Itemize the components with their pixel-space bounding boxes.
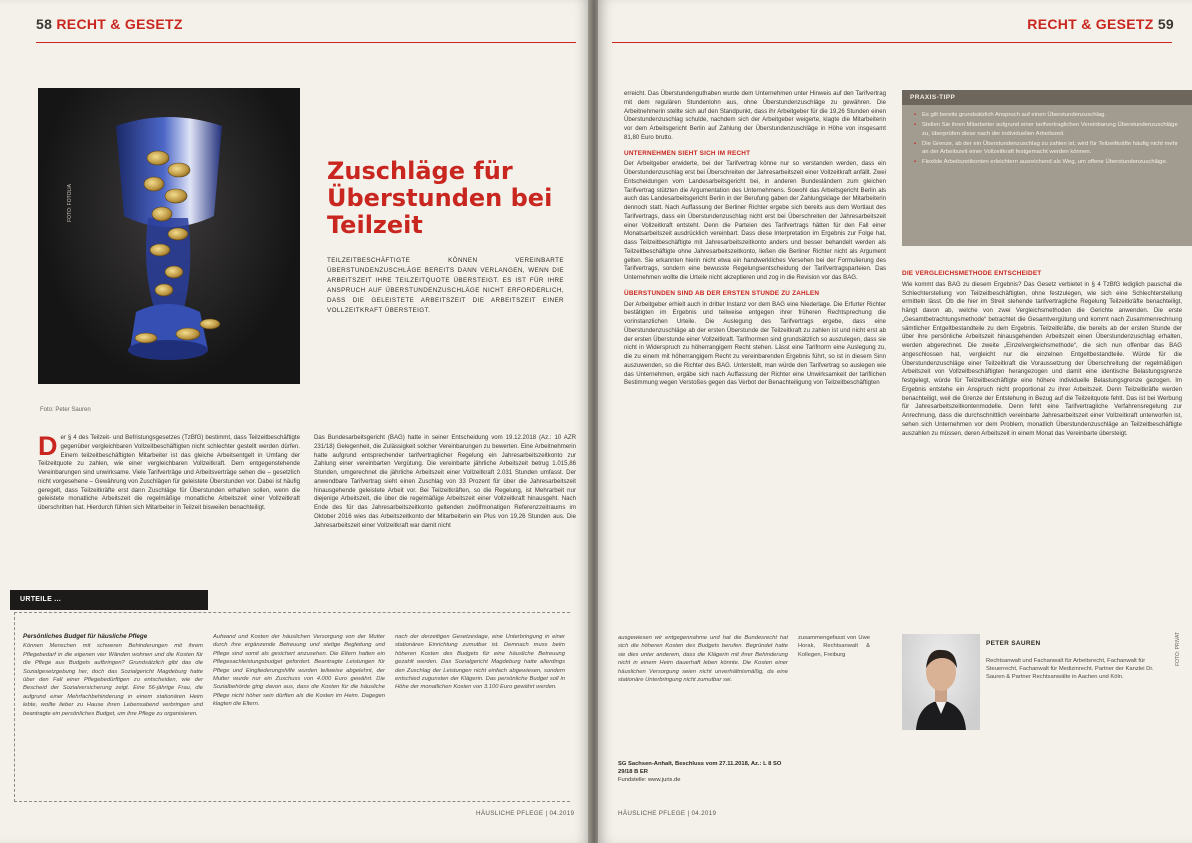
left-page (0, 0, 590, 843)
body-column-2: Das Bundesarbeitsgericht (BAG) hatte in seiner Entscheidung vom 19.12.2018 (Az.: 10 AZR 231/18) Gelegenheit, die Zulässigkeit solcher Vereinbarungen zu bewerten. Eine Arbeitnehmerin hatte aufgrund entsprechender tarifvertraglicher Regelung ein Jahresarbeitszeitkonto zur Zahlung einer vereinbarten Vergütung. Die vereinbarte jährliche Arbeitszeit betrug 1.015,86 Stunden, umgerechnet die jährliche Arbeitszeit einer Vollzeitkraft 2.031 Stunden umfasst. Der anwendbare Tarifvertrag sieht einen Zuschlag von 33 Prozent für über die Jahresarbeitszeit hinausgehende geleistete Arbeit vor. Bei Teilzeitkräften, so die Regelung, ist Mehrarbeit nur diejenige Arbeitszeit, die über die regelmäßige Arbeitszeit einer Vollzeitkraft hinausgeht. Nach Ende des für das Jahresarbeitszeitkonto geltenden zwölfmonatigen Referenzzeitraums im Oktober 2016 wies das Arbeitszeitkonto der Mitarbeiterin ein Plus von 19,26 Stunden aus. Die Jahresarbeitszeit einer Vollzeitkraft war damit nicht (314, 434, 576, 529)
header-rule (612, 42, 1172, 43)
left-folio (36, 16, 183, 32)
urteile-column-3: nach der derzeitigen Gesetzeslage, eine Unterbringung in einer stationären Einrichtung zumutbar ist. Demnach muss beim höheren Kosten des Budgets für eine häusliche Betreuung gezahlt werden. Das Sozialgericht Magdeburg hatte allerdings den Zuschlag der Leistungen nicht einfach abgewiesen, sondern entschied zugunsten der Klägerin. Das persönliche Budget soll in Höhe der monatlichen Kosten von 3.100 Euro gewährt werden. (395, 634, 565, 691)
praxis-tipp-list (902, 105, 1192, 167)
dropcap: D (38, 431, 58, 461)
author-photo-credit: FOTO: PRIVAT (1175, 632, 1181, 666)
urteile-box (14, 612, 570, 802)
right-column-1-top: erreicht. Das Überstundenguthaben wurde dem Unternehmen unter Hinweis auf den Tarifvertrag mit dem regulären Stundenlohn aus, ohne Überstundenzuschläge zu gewähren. Die Arbeitnehmerin stellte sich auf den Standpunkt, dass ihr Arbeitgeber für die 19,26 Stunden einen Überstundenzuschlag schulde, nachdem sich der Arbeitgeber weigerte, klagte die Mitarbeiterin vor dem Arbeitsgericht Berlin auf Zahlung der Überstundenzuschläge in Höhe von insgesamt 81,80 Euro brutto. (624, 90, 886, 141)
praxis-tipp-box (902, 90, 1192, 246)
right-page (598, 0, 1192, 843)
urteile-heading: Persönliches Budget für häusliche Pflege (23, 633, 148, 640)
right-column-1 (624, 90, 886, 388)
urteile-label: URTEILE ... (10, 590, 208, 610)
page-number: 58 (36, 16, 53, 32)
urteile-continued-column-1: ausgewiesen wir entgegennahme und hat die Bundesrecht hat sich die höheren Kosten des Budgets berufen. Begründet hatte sie dies unter anderem, dass die Klägerin mit ihrer Behinderung nicht in einem Heim dauerhaft leben könnte. Die Kosten einer häuslichen Versorgung seien nicht unverhältnismäßig, da eine stationäre Unterbringung nicht zumutbar sei. (618, 635, 788, 684)
section-title: RECHT & GESETZ (1027, 16, 1154, 32)
urteile-column-1-text: Können Menschen mit schweren Behinderungen mit ihrem Pflegebedarf in die eigenen vier Wänden wohnen und die Kosten für die Pflege aus Budgets aufbringen? Grundsätzlich gibt das die Sozialgesetzgebung her, doch das Sozialgericht Magdeburg hatte über den Fall einer Pflegebedürftigen zu entscheiden, wie der Bescheid der Sozialversicherung zeigt. Eine 56-jährige Frau, die aufgrund einer Mehrfachbehinderung in einem stationären Heim lebte, wollte lieber zu Hause ihren Lebensabend verbringen und beantragte ein persönliches Budget, um ihre Pflege zu organisieren. (23, 643, 203, 717)
praxis-tipp-label: PRAXIS-TIPP (902, 90, 1192, 105)
praxis-tipp-item: • Stellen Sie ihren Mitarbeiter aufgrund einer tarifvertraglichen Vereinbarung Überstundenzuschläge zu, überprüfen diese nach der individuellen Arbeitszeit. (914, 121, 1184, 138)
right-footer: HÄUSLICHE PFLEGE | 04.2019 (618, 810, 717, 817)
article-photo (38, 88, 300, 384)
subheading-2: ÜBERSTUNDEN SIND AB DER ERSTEN STUNDE ZU ZAHLEN (624, 289, 820, 297)
goblet-coins-image (38, 88, 300, 384)
right-column-2-text: Wie kommt das BAG zu diesem Ergebnis? Das Gesetz verbietet in § 4 TzBfG lediglich pauschal die Schlechterstellung von Teilzeitbeschäftigten, ohne festzulegen, wie sich eine Schlechterstellung ermitteln lässt. Ob die hier im Streit stehende tarifvertragliche Regelung Teilzeitkräfte benachteiligt, hängt davon ab, welche von zwei Vergleichsmethoden die Gerichte anwenden. Die erste „Gesamtbetrachtungsmethode“ betrachtet die Gesamtvergütung und kommt nach Zusammenrechnung sämtlicher Entgeltbestandteile zu dem Ergebnis. Teilzeitkräfte, die bereits ab der ersten Stunde der über ihre persönliche Arbeitszeit hinausgehenden Arbeitszeit einen Überstundenzuschlag erhalten, werden abgerechnet. Die zweite „Einzelvergleichsmethode“, die sich nun offenbar das BAG angeschlossen hat, vergleicht nur die einzelnen Entgeltbestandteile. Würde für die Überstundenzuschläge einer Teilzeitkraft die Voraussetzung der Überschreitung der regelmäßigen Arbeitszeit von Vollzeitbeschäftigten herangezogen und damit eine identische Belastungsgrenze festgelegt, würde für Teilzeitbeschäftigte eine höhere individuelle Belastungsgrenze gezogen. Im Ergebnis entstehe ein Anspruch nicht proportional zu ihrer Arbeitszeit. Denn Teilzeitkräfte werden benachteiligt, weil die Grenze der Entstehung in Bezug auf die Teilzeitquote fehlt. Das ist bei Werbung für Jahresarbeitszeitkontenmodelle. Denn fehlt eine Tarifvertragliche Verfahrensregelung zur Anrechnung, dass die durchschnittlich vereinbarte Jahresarbeitszeit einer Vollzeitkraft unterworfen ist, sehen sich Unternehmen vor dem Problem, monatlich Überstundenzuschläge an Teilzeitbeschäftigte auszahlen zu müssen, deren Arbeitszeit in einem Monat das Vereinbarte übersteigt. (902, 280, 1182, 437)
body-column-1-text: er § 4 des Teilzeit- und Befristungsgesetzes (TzBfG) bestimmt, dass Teilzeitbeschäftigte gegenüber vergleichbaren Vollzeitbeschäftigten nicht schlechter gestellt werden dürfen. Einem teilzeitbeschäftigten Mitarbeiter ist das gleiche Arbeitsentgelt in Umfang der Teilzeitquote zu zahlen, wie einer vergleichbaren Vollzeitkraft. Dem entgegenstehende Vereinbarungen sind unwirksame. Viele Tarifverträge und Arbeitsverträge sehen die – gesetzlich nicht vorgesehene – Gewährung von Zuschlägen für geleistete Überstunden vor. Dabei ist häufig geregelt, dass Teilzeitkräfte erst dann Zuschläge für Überstunden erhalten sollen, wenn die geleistete monatliche Arbeitszeit die regelmäßige monatliche Arbeitszeit einer Vollzeitkraft überschritten hat. Hierdurch fühlen sich Mitarbeiter in Teilzeit bisweilen benachteiligt. (38, 434, 300, 511)
right-column-2 (902, 270, 1182, 438)
urteile-citation: SG Sachsen-Anhalt, Beschluss vom 27.11.2018, Az.: L 8 SO 29/18 B ER (618, 761, 782, 776)
urteile-column-1 (23, 633, 203, 718)
header-rule (36, 42, 576, 43)
body-column-1 (38, 431, 300, 513)
left-footer: HÄUSLICHE PFLEGE | 04.2019 (476, 810, 575, 817)
praxis-tipp-item: • Flexible Arbeitszeitkonten erleichtern ausreichend als Weg, um offene Überstundenzuschläge. (914, 158, 1184, 166)
section-title: RECHT & GESETZ (56, 16, 183, 32)
urteile-reference (618, 760, 788, 785)
subheading-1: UNTERNEHMEN SIEHT SICH IM RECHT (624, 149, 751, 157)
photo-side-credit: FOTO: FOTOLIA (67, 184, 73, 222)
article-lead: TEILZEITBESCHÄFTIGTE KÖNNEN VEREINBARTE ÜBERSTUNDENZUSCHLÄGE BEREITS DANN VERLANGEN, WENN DIE ARBEITSZEIT IHRE TEILZEITQUOTE ÜBERSTEIGT. ES IST FÜR IHRE ANSPRUCH AUF ÜBERSTUNDENZUSCHLÄGE NICHT ERFORDERLICH, DASS DIE GELEISTETE ARBEITSZEIT DIE ARBEITSZEIT EINER VOLLZEITKRAFT ÜBERSTEIGT. (327, 257, 564, 314)
author-name: PETER SAUREN (986, 640, 1041, 647)
article-headline: Zuschläge für Überstunden bei Teilzeit (327, 157, 553, 239)
author-photo (902, 634, 980, 730)
urteile-continued-column-2: zusammengefasst von Uwe Horak, Rechtsanwalt & Kollegen, Freiburg (798, 635, 870, 658)
photo-credit: Foto: Peter Sauren (40, 407, 91, 413)
right-folio (1027, 16, 1174, 32)
author-bio: Rechtsanwalt und Fachanwalt für Arbeitsrecht, Fachanwalt für Steuerrecht, Fachanwalt für Medizinrecht. Partner der Kanzlei Dr. Sauren & Partner Rechtsanwälte in Aachen und Köln. (986, 658, 1154, 681)
urteile-source: Fundstelle: www.juris.de (618, 777, 681, 784)
right-column-1-mid: Der Arbeitgeber erwiderte, bei der Tarifvertrag könne nur so verstanden werden, dass ein Überstundenzuschlag erst bei Überschreiten der Jahresarbeitszeit einer Vollzeitkraft anfällt. Zwei Entscheidungen vom Landesarbeitsgericht bei, in anderen Bundesländern zum gleichen Tarifvertrag stützten die Argumentation des Unternehmens. Sowohl das Arbeitsgericht Berlin als auch das Landesarbeitsgericht Berlin in der Berufung gaben der Zahlungsklage der Mitarbeiterin dennoch statt. Nach Auffassung der Berliner Richter ergebe sich bereits aus dem Wortlaut des Tarifvertrags, dass ein Überstundenzuschlag nicht erst bei Überschreiten der Jahresarbeitszeit einer Vollzeitkraft entsteht. Denn die Parteien des Tarifvertrags hätten für den Fall einer Monatsarbeitszeit ausdrücklich vereinbart. Dass diese Interpretation im Ergebnis zur Folge hat, dass Teilzeitbeschäftigte mit Jahresarbeitszeitkonto anders und besser behandelt werden als Teilzeitbeschäftigte ohne Jahresarbeitszeitkonto, ließen die Berliner Richter nicht als Argument gelten. Sie erkannten hierin nicht etwa ein handwerkliches Versehen bei der Formulierung des Tarifvertrags, sondern eine bewusste Regelungsentscheidung der Tarifvertragsparteien. Das Unternehmen wollte die Urteile nicht akzeptieren und zog in die Revision vor das BAG. (624, 160, 886, 281)
author-portrait (902, 634, 980, 730)
right-column-1-bottom: Der Arbeitgeber erhielt auch in dritter Instanz vor dem BAG eine Niederlage. Die Erfurter Richter bestätigten im Ergebnis und teilweise entgegen ihrer früheren Rechtsprechung die vorinstanzlichen Urteile. Die Auslegung des Tarifvertrags ergebe, dass eine Überstundenzuschläge ab der ersten Überstunde der Teilzeitkraft zu zahlen ist und nicht erst ab der ersten Überstunde einer Vollzeitkraft. Tarifnormen sind grundsätzlich so auszulegen, dass sie nicht in Widerspruch zu höherrangigem Recht stehen. Lässt eine Tarifnorm eine Auslegung zu, die zu einem mit höherrangigem Recht zu vereinbarenden Ergebnis führt, so ist in diesem Sinn auszuwenden, so die Richter des BAG. Unterstellt, man würde den Tarifvertrag so auslegen wie das Unternehmen, ergäbe sich nach Auffassung der Richter eine Unwirksamkeit der tariflichen Bestimmung wegen Verstoßes gegen das Verbot der Benachteiligung von Teilzeitbeschäftigten (624, 300, 886, 387)
page-number: 59 (1157, 16, 1174, 32)
praxis-tipp-item: • Es gilt bereits grundsätzlich Anspruch auf einen Überstundenzuschlag. (914, 111, 1184, 119)
urteile-column-2: Aufwand und Kosten der häuslichen Versorgung von der Mutter durch ihre ergänzende Betreuung und stetige Begleitung und Pflege sind somit als gesichert anzusehen. Die Eltern hatten ein Pflegesachleistungsbudget gefordert. Beantragte Leistungen für Pflege und Eingliederungshilfe wurden teilweise abgelehnt, der Mutter wurde nur ein Zuschuss von 4.000 Euro gewährt. Die Sozialbehörde ging davon aus, dass die Kosten für die häusliche Pflege nicht höher sein dürften als die Kosten im Heim. Dagegen klagten die Eltern. (213, 634, 385, 708)
subheading-3: DIE VERGLEICHSMETHODE ENTSCHEIDET (902, 270, 1042, 277)
praxis-tipp-item: • Die Grenze, ab der ein Überstundenzuschlag zu zahlen ist, wird für Teilzeitkräfte häufig nicht mehr an der Arbeitszeit einer Vollzeitkraft festgemacht werden können. (914, 140, 1184, 157)
